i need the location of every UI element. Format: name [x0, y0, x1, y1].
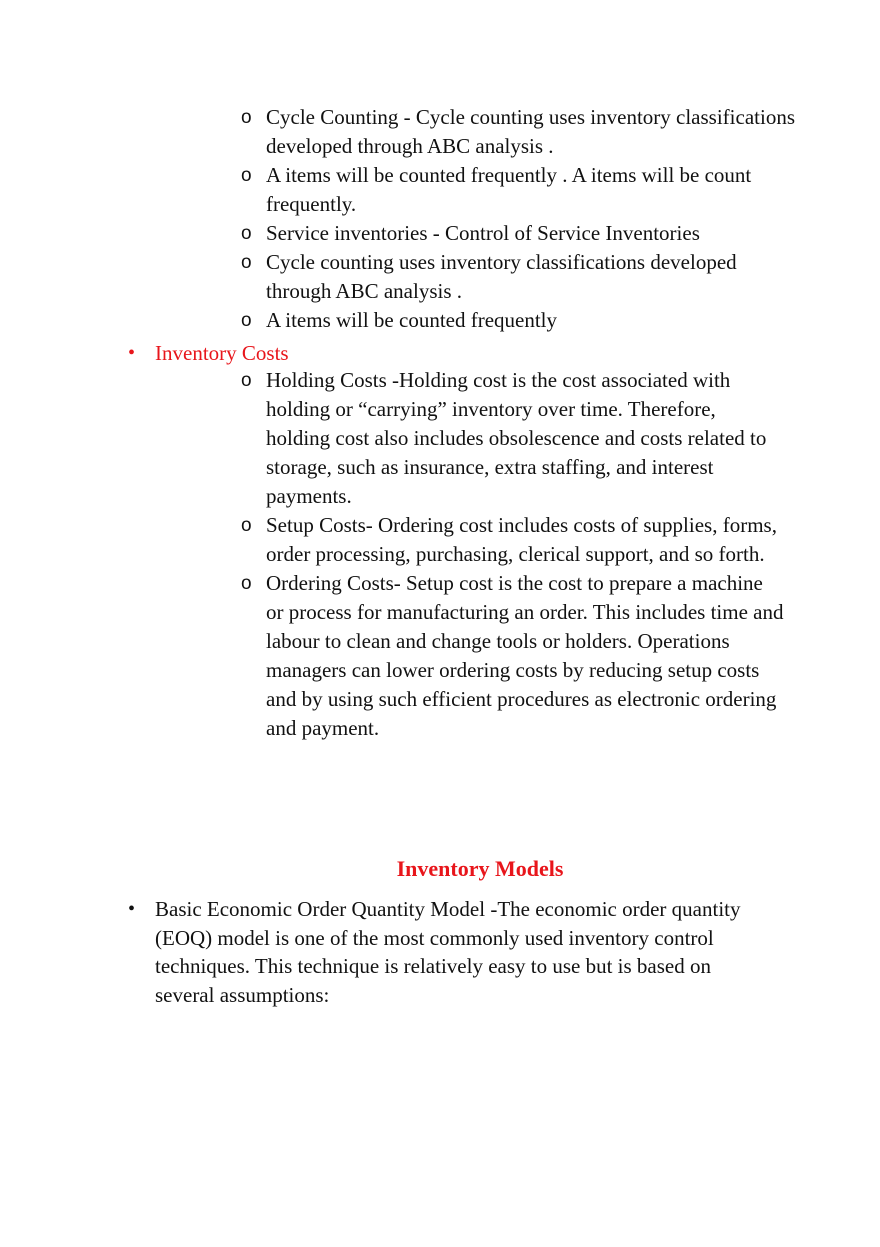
list-item-text: A items will be counted frequently . A items will be count frequently. [266, 163, 752, 216]
list-item-text: A items will be counted frequently [266, 308, 558, 332]
list-item [240, 219, 800, 248]
list-item-text: Cycle Counting - Cycle counting uses inventory classifications developed through ABC analysis . [266, 105, 795, 158]
list-item [240, 366, 785, 511]
list-item [240, 306, 800, 335]
hollow-bullet-icon: o [241, 165, 252, 186]
inventory-costs-title: Inventory Costs [155, 341, 289, 365]
list-item [240, 103, 800, 161]
list-item [240, 511, 785, 569]
list-item-text: Holding Costs -Holding cost is the cost associated with holding or “carrying” inventory over time. Therefore, holding cost also includes obsolescence and costs related to storage, such as insurance, extra staffing, and interest payments. [266, 368, 767, 508]
inventory-costs-list [240, 366, 785, 743]
inventory-models-heading: Inventory Models [396, 856, 564, 881]
list-item-text: Cycle counting uses inventory classifications developed through ABC analysis . [266, 250, 737, 303]
list-item [240, 569, 785, 743]
list-item-text: Setup Costs- Ordering cost includes costs of supplies, forms, order processing, purchasing, clerical support, and so forth. [266, 513, 777, 566]
bullet-icon: • [128, 342, 136, 364]
eoq-paragraph [128, 895, 765, 1009]
hollow-bullet-icon: o [241, 107, 252, 128]
cycle-counting-list [240, 103, 800, 335]
hollow-bullet-icon: o [241, 573, 252, 594]
bullet-icon: • [128, 898, 136, 920]
list-item [240, 161, 800, 219]
inventory-costs-heading [128, 339, 795, 368]
hollow-bullet-icon: o [241, 515, 252, 536]
list-item-text: Service inventories - Control of Service Inventories [266, 221, 700, 245]
hollow-bullet-icon: o [241, 310, 252, 331]
list-item [240, 248, 800, 306]
hollow-bullet-icon: o [241, 252, 252, 273]
eoq-text: Basic Economic Order Quantity Model -The economic order quantity (EOQ) model is one of the most commonly used inventory control techniques. This technique is relatively easy to use but is based on several assumptions: [155, 897, 741, 1007]
hollow-bullet-icon: o [241, 370, 252, 391]
list-item-text: Ordering Costs- Setup cost is the cost to prepare a machine or process for manufacturing an order. This includes time and labour to clean and change tools or holders. Operations managers can lower ordering costs by reducing setup costs and by using such efficient procedures as electronic ordering and payment. [266, 571, 784, 740]
hollow-bullet-icon: o [241, 223, 252, 244]
